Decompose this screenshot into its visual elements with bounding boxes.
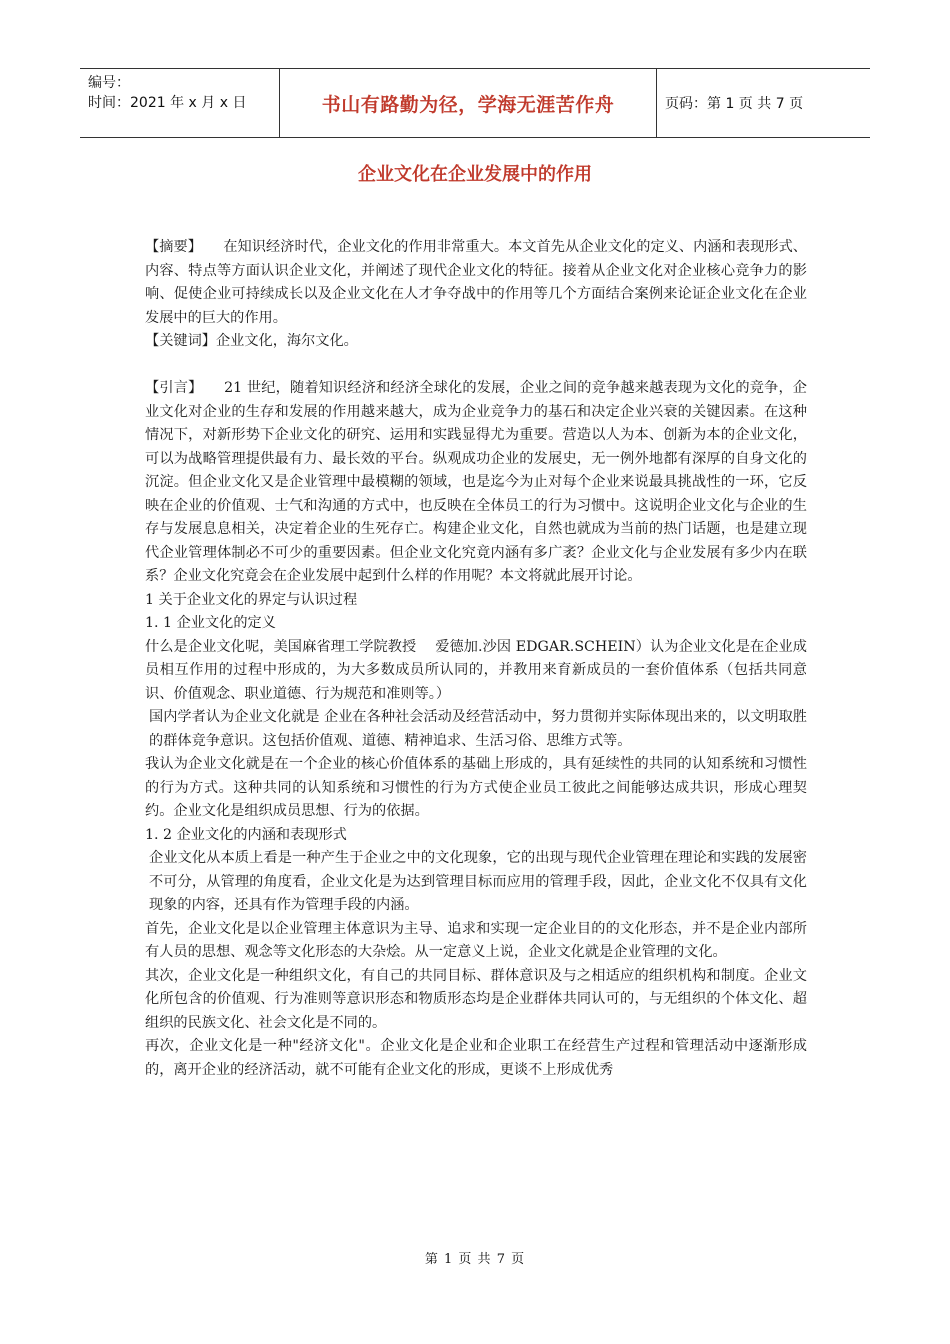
- section-heading: 1 关于企业文化的界定与认识过程: [145, 591, 358, 608]
- body-paragraph: 我认为企业文化就是在一个企业的核心价值体系的基础上形成的，具有延续性的共同的认知系统和习惯性的行为方式。这种共同的认知系统和习惯性的行为方式使企业员工彼此之间能够达成共识，形成心理契约。企业文化是组织成员思想、行为的依据。: [145, 756, 807, 819]
- intro-paragraph: 【引言】 21 世纪，随着知识经济和经济全球化的发展，企业之间的竞争越来越表现为文化的竞争，企业文化对企业的生存和发展的作用越来越大，成为企业竞争力的基石和决定企业兴衰的关键因素。在这种情况下，对新形势下企业文化的研究、运用和实践显得尤为重要。营造以人为本、创新为本的企业文化，可以为战略管理提供最有力、最长效的平台。纵观成功企业的发展史，无一例外地都有深厚的自身文化的沉淀。但企业文化又是企业管理中最模糊的领域，也是迄今为止对每个企业来说最具挑战性的一环，它反映在企业的价值观、士气和沟通的方式中，也反映在全体员工的行为习惯中。这说明企业文化与企业的生存与发展息息相关，决定着企业的生死存亡。构建企业文化，自然也就成为当前的热门话题，也是建立现代企业管理体制必不可少的重要因素。但企业文化究竟内涵有多广袤？企业文化与企业发展有多少内在联系？企业文化究竟会在企业发展中起到什么样的作用呢？本文将就此展开讨论。: [145, 380, 807, 584]
- document-header: [80, 68, 870, 138]
- date-label: 时间：2021 年 x 月 x 日: [88, 95, 247, 111]
- subsection-heading: 1. 2 企业文化的内涵和表现形式: [145, 826, 347, 843]
- body-paragraph: 什么是企业文化呢，美国麻省理工学院教授 爱德加.沙因 EDGAR.SCHEIN）认为企业文化是在企业成员相互作用的过程中形成的，为大多数成员所认同的，并教用来育新成员的一套价值体系（包括共同意识、价值观念、职业道德、行为规范和准则等。）: [145, 638, 807, 702]
- document-title: 企业文化在企业发展中的作用: [358, 164, 592, 185]
- number-label: 编号：: [88, 75, 130, 91]
- document-body: [145, 236, 807, 1082]
- header-page-info: 页码：第 1 页 共 7 页: [665, 96, 804, 112]
- keywords-paragraph: 【关键词】企业文化，海尔文化。: [145, 333, 358, 349]
- header-motto-cell: [280, 69, 657, 137]
- paragraph-spacer: [145, 354, 807, 378]
- header-page-cell: [657, 69, 870, 137]
- body-paragraph: 再次，企业文化是一种"经济文化"。企业文化是企业和企业职工在经营生产过程和管理活动中逐渐形成的，离开企业的经济活动，就不可能有企业文化的形成，更谈不上形成优秀: [145, 1038, 807, 1078]
- body-paragraph: 企业文化从本质上看是一种产生于企业之中的文化现象，它的出现与现代企业管理在理论和实践的发展密不可分，从管理的角度看，企业文化是为达到管理目标而应用的管理手段，因此，企业文化不仅具有文化现象的内容，还具有作为管理手段的内涵。: [149, 850, 807, 913]
- body-paragraph: 其次，企业文化是一种组织文化，有自己的共同目标、群体意识及与之相适应的组织机构和制度。企业文化所包含的价值观、行为准则等意识形态和物质形态均是企业群体共同认可的，与无组织的个体文化、超组织的民族文化、社会文化是不同的。: [145, 967, 807, 1031]
- header-motto: 书山有路勤为径，学海无涯苦作舟: [321, 93, 615, 116]
- body-paragraph: 首先，企业文化是以企业管理主体意识为主导、追求和实现一定企业目的的文化形态，并不是企业内部所有人员的思想、观念等文化形态的大杂烩。从一定意义上说，企业文化就是企业管理的文化。: [145, 920, 807, 960]
- body-paragraph: 国内学者认为企业文化就是 企业在各种社会活动及经营活动中，努力贯彻并实际体现出来的，以文明取胜的群体竞争意识。这包括价值观、道德、精神追求、生活习俗、思维方式等。: [149, 709, 807, 749]
- abstract-paragraph: 【摘要】 在知识经济时代，企业文化的作用非常重大。本文首先从企业文化的定义、内涵和表现形式、内容、特点等方面认识企业文化，并阐述了现代企业文化的特征。接着从企业文化对企业核心竞争力的影响、促使企业可持续成长以及企业文化在人才争夺战中的作用等几个方面结合案例来论证企业文化在企业发展中的巨大的作用。: [145, 239, 807, 326]
- page-footer: 第 1 页 共 7 页: [424, 1252, 526, 1267]
- header-meta: [80, 69, 280, 137]
- subsection-heading: 1. 1 企业文化的定义: [145, 615, 276, 631]
